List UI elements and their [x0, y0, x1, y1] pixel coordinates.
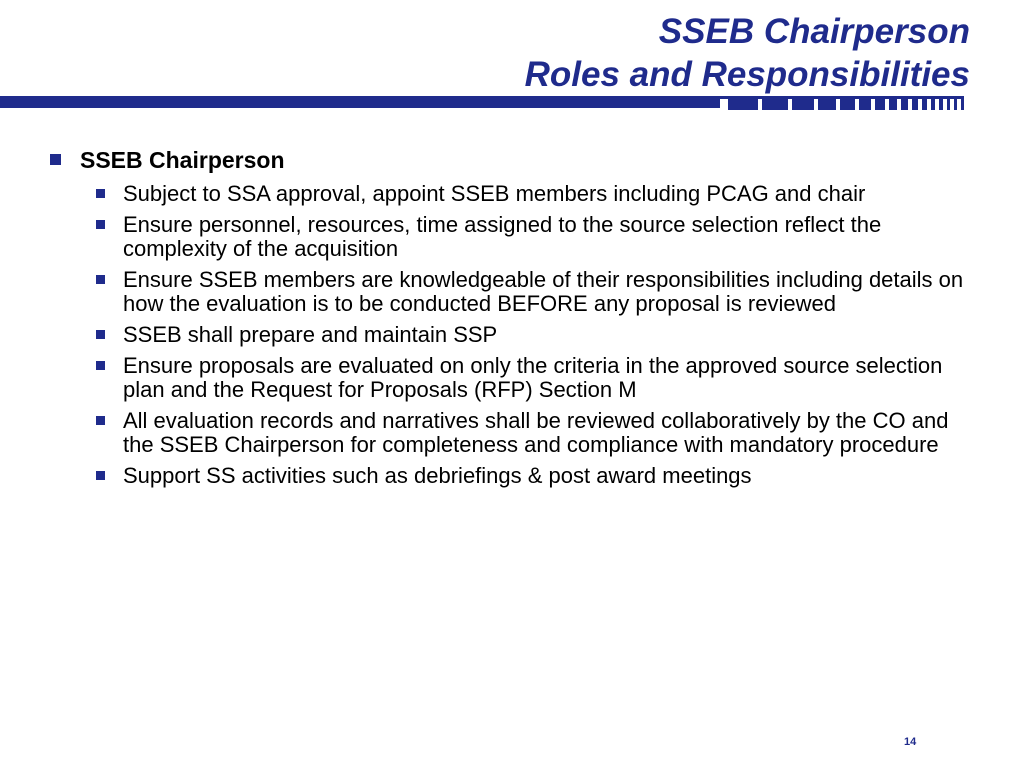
- sub-bullet-item: [50, 182, 980, 206]
- header-bar-segment: [912, 96, 918, 110]
- header-bar-solid: [0, 96, 720, 108]
- sub-bullet-text: Subject to SSA approval, appoint SSEB members including PCAG and chair: [123, 181, 866, 206]
- header-bar-segment: [931, 96, 935, 110]
- header-bar-segment: [875, 96, 885, 110]
- header-bar-segment: [728, 96, 758, 110]
- header-bar-segment: [818, 96, 836, 110]
- sub-bullet-text: SSEB shall prepare and maintain SSP: [123, 322, 498, 347]
- header-bar-segment: [901, 96, 908, 110]
- sub-bullet-text: Ensure SSEB members are knowledgeable of their responsibilities including details on how the evaluation is to be conducted BEFORE any proposal is reviewed: [123, 267, 964, 316]
- sub-bullet-text: Ensure proposals are evaluated on only the criteria in the approved source selection plan and the Request for Proposals (RFP) Section M: [123, 353, 943, 402]
- level1-bullet-text: SSEB Chairperson: [80, 147, 285, 173]
- sub-bullet-item: [50, 409, 980, 457]
- square-bullet-icon: [96, 416, 105, 425]
- header-bar-segment: [889, 96, 897, 110]
- sub-bullet-text: Ensure personnel, resources, time assigned to the source selection reflect the complexity of the acquisition: [123, 212, 882, 261]
- header-bar-segment: [947, 96, 950, 110]
- sub-bullet-text: All evaluation records and narratives shall be reviewed collaboratively by the CO and the SSEB Chairperson for completeness and compliance with mandatory procedure: [123, 408, 949, 457]
- sub-bullet-item: [50, 354, 980, 402]
- sub-bullet-item: [50, 213, 980, 261]
- square-bullet-icon: [96, 189, 105, 198]
- header-bar-segment: [792, 96, 814, 110]
- slide-title: [525, 10, 970, 96]
- header-bar-segment: [954, 96, 957, 110]
- slide-title-line1: SSEB Chairperson: [658, 12, 970, 51]
- square-bullet-icon: [96, 471, 105, 480]
- sub-bullet-item: [50, 464, 980, 488]
- header-bar-segment: [961, 96, 964, 110]
- square-bullet-icon: [96, 275, 105, 284]
- header-bar-segment: [859, 96, 871, 110]
- slide-title-line2: Roles and Responsibilities: [524, 55, 970, 94]
- square-bullet-icon: [96, 220, 105, 229]
- header-bar-segment: [939, 96, 943, 110]
- level1-bullet-item: [50, 146, 980, 174]
- sub-bullet-list: [50, 182, 980, 488]
- header-bar-segment: [762, 96, 788, 110]
- square-bullet-icon: [50, 154, 61, 165]
- slide-body: [50, 146, 980, 495]
- sub-bullet-item: [50, 323, 980, 347]
- sub-bullet-text: Support SS activities such as debriefings & post award meetings: [123, 463, 752, 488]
- header-bar-segment: [922, 96, 927, 110]
- sub-bullet-item: [50, 268, 980, 316]
- header-bar-segment: [840, 96, 855, 110]
- header-decoration-bar: [0, 96, 964, 110]
- square-bullet-icon: [96, 330, 105, 339]
- page-number: 14: [904, 736, 917, 748]
- square-bullet-icon: [96, 361, 105, 370]
